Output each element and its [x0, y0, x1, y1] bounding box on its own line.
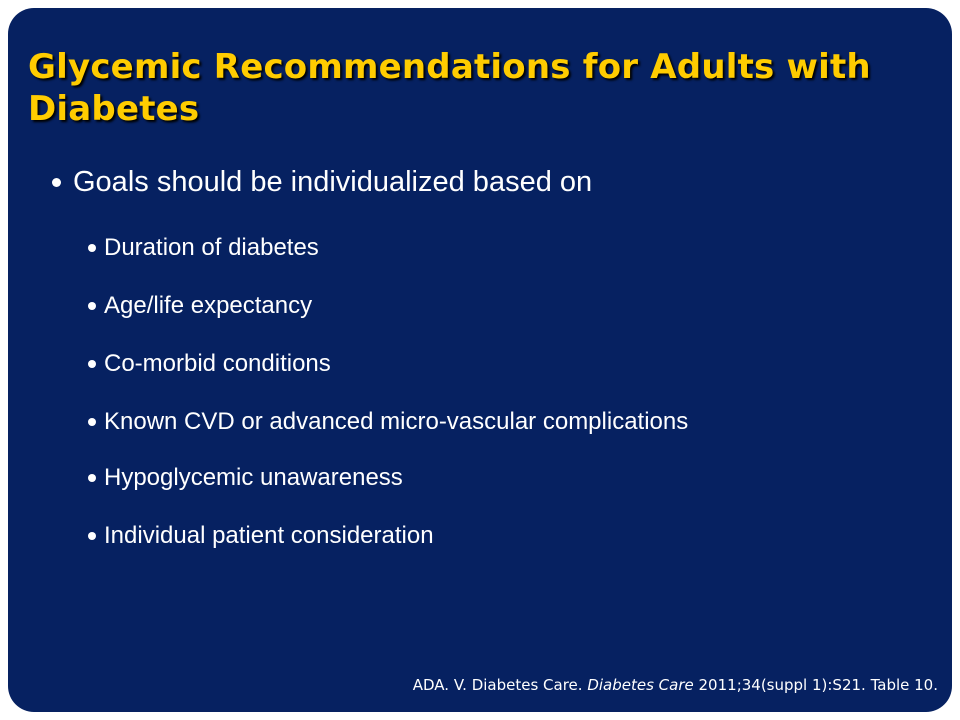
citation-prefix: ADA. V. Diabetes Care.: [412, 676, 588, 694]
sub-bullet-text: Individual patient consideration: [104, 522, 434, 549]
citation-suffix: 2011;34(suppl 1):S21. Table 10.: [693, 676, 938, 694]
bullet-dot-icon: [88, 360, 96, 368]
main-bullet-text: Goals should be individualized based on: [73, 166, 593, 198]
bullet-list: [8, 8, 952, 712]
sub-bullet-text: Duration of diabetes: [104, 234, 319, 261]
bullet-dot-icon: [52, 178, 61, 187]
bullet-dot-icon: [88, 302, 96, 310]
slide: [8, 8, 952, 712]
sub-bullet-comorbid: [88, 350, 331, 378]
sub-bullet-individual: [88, 522, 434, 550]
sub-bullet-text: Co-morbid conditions: [104, 350, 331, 377]
citation-journal: Diabetes Care: [587, 676, 694, 694]
bullet-dot-icon: [88, 474, 96, 482]
sub-bullet-cvd: [88, 408, 688, 436]
sub-bullet-text: Known CVD or advanced micro-vascular complications: [104, 408, 689, 435]
sub-bullet-hypoglycemic: [88, 464, 403, 492]
sub-bullet-text: Hypoglycemic unawareness: [104, 464, 403, 491]
citation: [413, 676, 938, 694]
sub-bullet-duration: [88, 234, 319, 262]
sub-bullet-age: [88, 292, 312, 320]
bullet-dot-icon: [88, 532, 96, 540]
bullet-dot-icon: [88, 418, 96, 426]
main-bullet: [52, 166, 592, 199]
sub-bullet-text: Age/life expectancy: [104, 292, 313, 319]
slide-title: Glycemic Recommendations for Adults with Diabetes: [28, 47, 871, 129]
bullet-dot-icon: [88, 244, 96, 252]
